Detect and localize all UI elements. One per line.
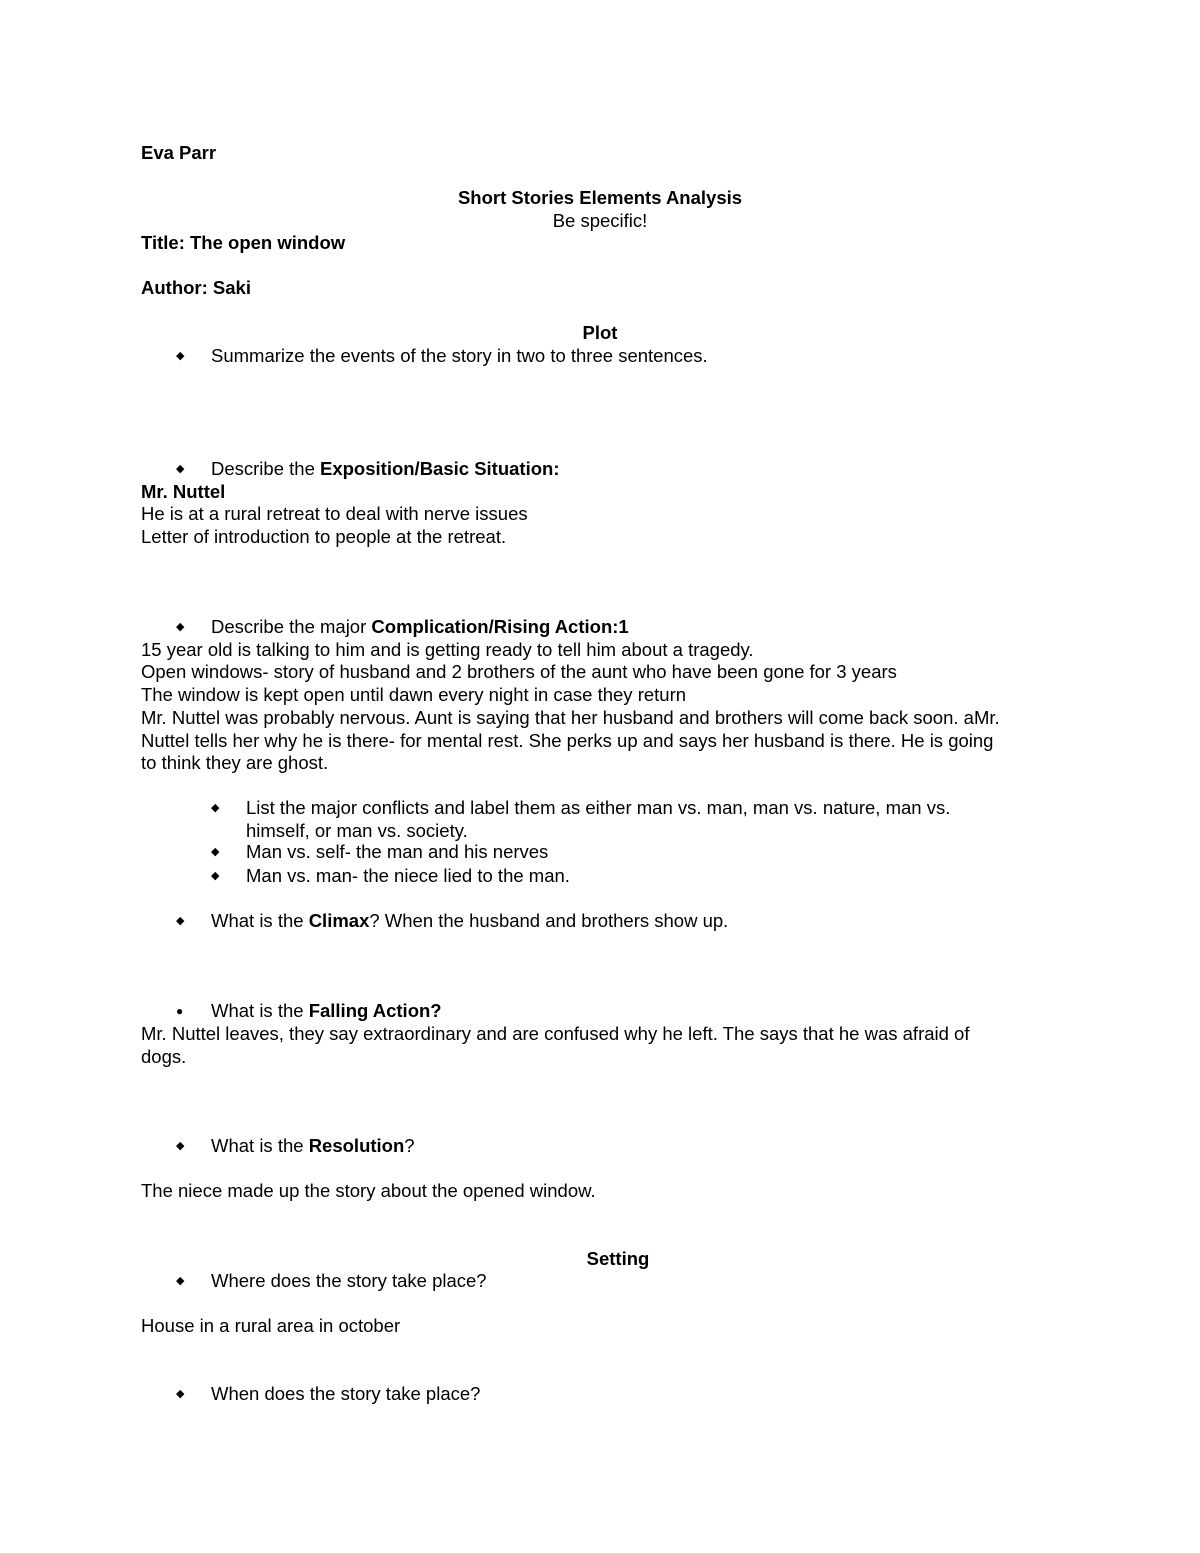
complication-answer-line: The window is kept open until dawn every night in case they return bbox=[141, 684, 687, 705]
diamond-bullet-icon: ◆ bbox=[211, 802, 220, 814]
dot-bullet-icon: ● bbox=[176, 1004, 184, 1018]
doc-subtitle: Be specific! bbox=[552, 210, 648, 231]
exposition-answer-line: Letter of introduction to people at the retreat. bbox=[141, 526, 507, 547]
student-name: Eva Parr bbox=[141, 142, 217, 163]
story-title-line: Title: The open window bbox=[141, 232, 346, 253]
diamond-bullet-icon: ◆ bbox=[176, 463, 185, 475]
diamond-bullet-icon: ◆ bbox=[176, 621, 185, 633]
section-heading-setting: Setting bbox=[586, 1248, 650, 1269]
exposition-answer-line: He is at a rural retreat to deal with nerve issues bbox=[141, 503, 528, 524]
diamond-bullet-icon: ◆ bbox=[176, 1388, 185, 1400]
falling-action-answer-line: dogs. bbox=[141, 1046, 187, 1067]
complication-answer-line: Open windows- story of husband and 2 brothers of the aunt who have been gone for 3 years bbox=[141, 661, 897, 682]
conflicts-question-continued: himself, or man vs. society. bbox=[246, 820, 468, 841]
diamond-bullet-icon: ◆ bbox=[176, 915, 185, 927]
exposition-character: Mr. Nuttel bbox=[141, 481, 226, 502]
diamond-bullet-icon: ◆ bbox=[211, 870, 220, 882]
complication-answer-line: 15 year old is talking to him and is getting ready to tell him about a tragedy. bbox=[141, 639, 754, 660]
diamond-bullet-icon: ◆ bbox=[176, 350, 185, 362]
doc-title: Short Stories Elements Analysis bbox=[457, 187, 743, 208]
falling-action-answer-line: Mr. Nuttel leaves, they say extraordinary and are confused why he left. The says that he was afraid of bbox=[141, 1023, 970, 1044]
complication-answer-line: to think they are ghost. bbox=[141, 752, 329, 773]
section-heading-plot: Plot bbox=[582, 322, 618, 343]
where-answer: House in a rural area in october bbox=[141, 1315, 401, 1336]
story-author-line: Author: Saki bbox=[141, 277, 251, 298]
diamond-bullet-icon: ◆ bbox=[211, 846, 220, 858]
diamond-bullet-icon: ◆ bbox=[176, 1275, 185, 1287]
complication-answer-line: Nuttel tells her why he is there- for mental rest. She perks up and says her husband is there. He is going bbox=[141, 730, 994, 751]
complication-answer-line: Mr. Nuttel was probably nervous. Aunt is saying that her husband and brothers will come back soon. aMr. bbox=[141, 707, 1000, 728]
diamond-bullet-icon: ◆ bbox=[176, 1140, 185, 1152]
resolution-answer: The niece made up the story about the opened window. bbox=[141, 1180, 596, 1201]
